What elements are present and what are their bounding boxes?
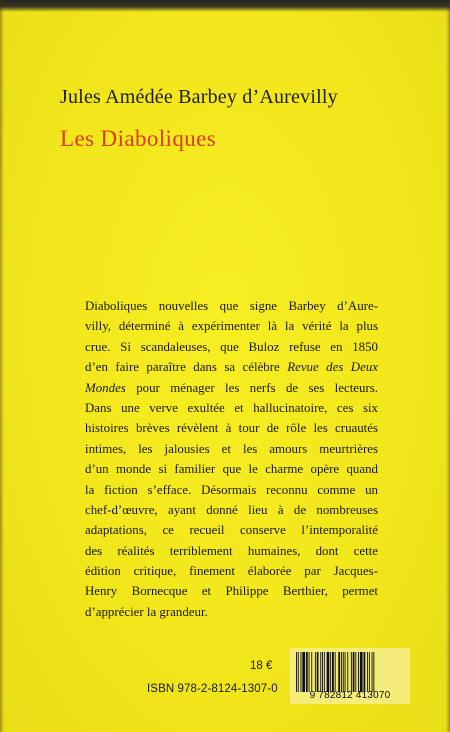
blurb-line-text: d’un monde si familier que le charme opère quand bbox=[85, 462, 378, 477]
book-title: Les Diaboliques bbox=[60, 126, 217, 151]
blurb-line-text: des réalités terriblement humaines, dont cette bbox=[85, 543, 378, 558]
blurb-line-text: Dans une verve exultée et hallucinatoire, ces six bbox=[85, 400, 378, 415]
barcode-bars bbox=[294, 652, 406, 692]
blurb-line-text: Diaboliques nouvelles que signe Barbey d’Aure- bbox=[85, 299, 378, 313]
blurb-line bbox=[85, 520, 378, 540]
blurb-line bbox=[85, 459, 378, 479]
blurb-line-text: pour ménager les nerfs de ses lecteurs. bbox=[125, 380, 378, 395]
blurb-text bbox=[85, 296, 378, 622]
isbn-label: ISBN 978-2-8124-1307-0 bbox=[147, 683, 278, 695]
blurb-line-text: crue. Si scandaleuses, que Buloz refuse en 1850 bbox=[85, 339, 378, 354]
blurb-line bbox=[85, 541, 378, 561]
blurb-line-text: Henry Bornecque et Philippe Berthier, permet bbox=[85, 584, 378, 599]
author-name: Jules Amédée Barbey d’Aurevilly bbox=[60, 86, 338, 108]
blurb-line bbox=[85, 337, 378, 357]
blurb-line bbox=[85, 296, 378, 316]
blurb-line-text: édition critique, finement élaborée par Jacques- bbox=[85, 564, 378, 579]
blurb-italic-title: Revue des Deux bbox=[287, 360, 379, 375]
right-shadow-edge bbox=[446, 0, 450, 732]
blurb-line bbox=[85, 418, 378, 438]
blurb-line-text: intimes, les jalousies et les amours meurtrières bbox=[85, 441, 378, 456]
blurb-line-text: d’en faire paraître dans sa célèbre bbox=[85, 360, 288, 375]
blurb-line-text: villy, déterminé à expérimenter là la vérité la plus bbox=[85, 319, 378, 334]
left-shadow-edge bbox=[0, 0, 4, 732]
blurb-line bbox=[85, 581, 378, 601]
barcode-digits: 9 782812 413070 bbox=[309, 690, 391, 701]
blurb-line bbox=[85, 500, 378, 520]
blurb-line-text: d’apprécier la grandeur. bbox=[85, 604, 208, 619]
blurb-line-text: la fiction s’efface. Désormais reconnu comme un bbox=[85, 482, 378, 497]
blurb-line-text: histoires brèves révèlent à tour de rôle les cruautés bbox=[85, 421, 378, 436]
blurb-line bbox=[85, 480, 378, 500]
blurb-italic-title: Mondes bbox=[85, 380, 126, 395]
blurb-line bbox=[85, 439, 378, 459]
blurb-line-text: adaptations, ce recueil conserve l’intemporalité bbox=[85, 523, 378, 538]
price-label: 18 € bbox=[250, 660, 273, 672]
blurb-line bbox=[85, 357, 378, 377]
top-shadow-edge bbox=[0, 0, 450, 12]
blurb-line-text: chef-d’œuvre, ayant donné lieu à de nombreuses bbox=[85, 502, 378, 517]
blurb-line bbox=[85, 561, 378, 581]
blurb-line bbox=[85, 398, 378, 418]
blurb-line bbox=[85, 316, 378, 336]
blurb-line bbox=[85, 378, 378, 398]
blurb-line bbox=[85, 602, 378, 622]
